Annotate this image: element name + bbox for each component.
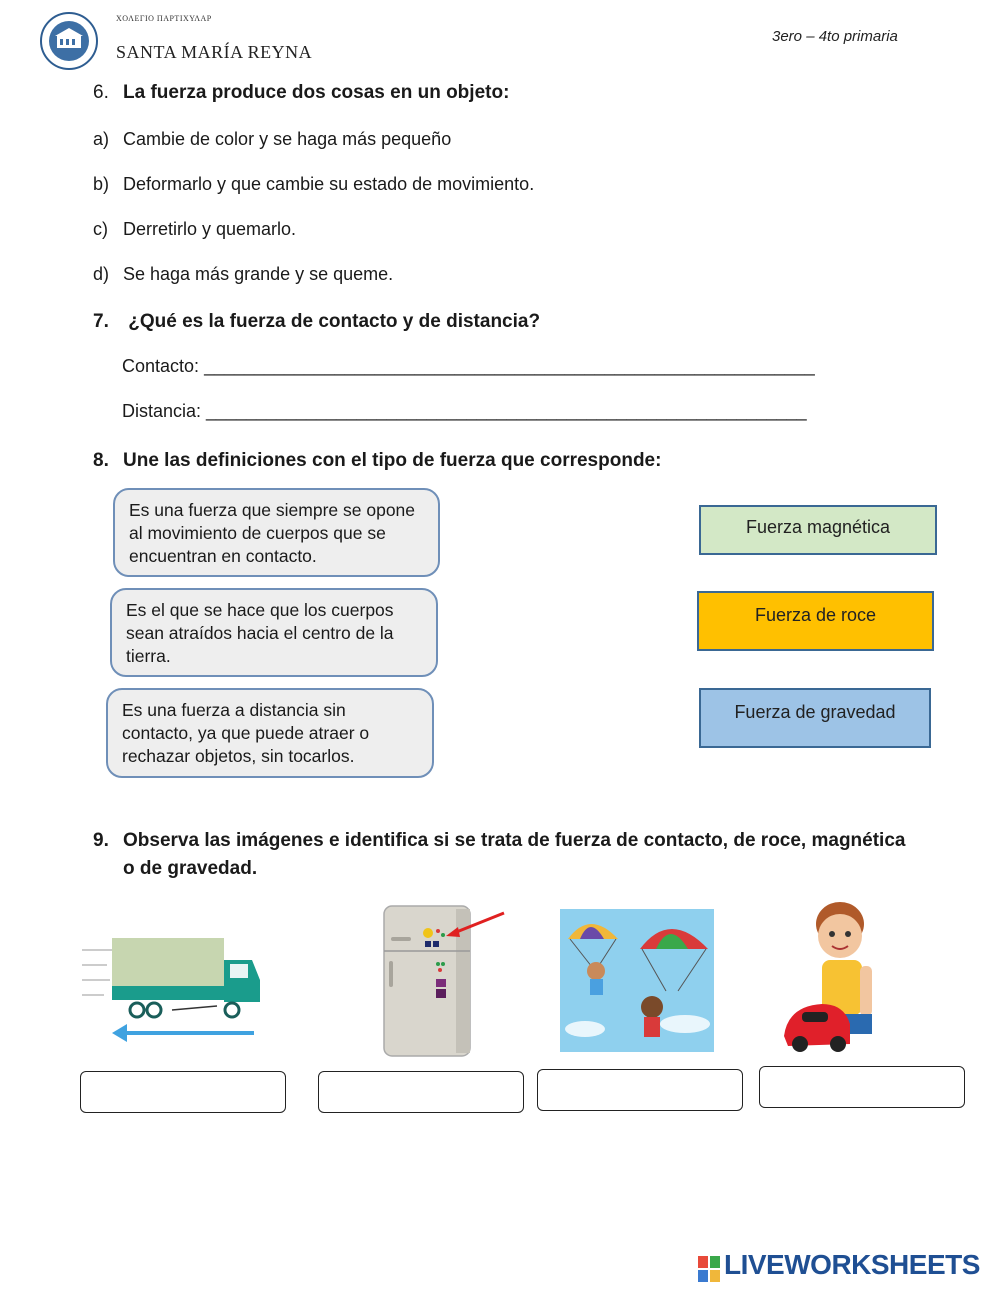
distancia-answer-line[interactable]: Distancia: ____________________________________________________________: [122, 401, 807, 421]
fridge-image: [380, 903, 510, 1058]
question-6-option-d[interactable]: d) Se haga más grande y se queme.: [93, 264, 394, 284]
question-9-title: 9. Observa las imágenes e identifica si se trata de fuerza de contacto, de roce, magnética o de gravedad.: [93, 830, 906, 879]
boy-car-image: [782, 896, 902, 1054]
question-8-title: 8. Une las definiciones con el tipo de fuerza que corresponde:: [93, 450, 662, 471]
liveworksheets-brand: LIVEWORKSHEETS: [724, 1249, 980, 1280]
truck-image: [82, 930, 267, 1050]
definition-bubble-3[interactable]: Es una fuerza a distancia sin contacto, ya que puede atraer o rechazar objetos, sin tocarlos.: [106, 688, 434, 778]
answer-box-fridge[interactable]: [318, 1071, 524, 1113]
force-tag-magnetica[interactable]: Fuerza magnética: [699, 505, 937, 555]
answer-box-truck[interactable]: [80, 1071, 286, 1113]
question-6-title: 6. La fuerza produce dos cosas en un objeto:: [93, 82, 510, 103]
school-name: SANTA MARÍA REYNA: [116, 42, 313, 62]
question-6-option-b[interactable]: b) Deformarlo y que cambie su estado de movimiento.: [93, 174, 535, 194]
contacto-answer-line[interactable]: Contacto: _____________________________________________________________: [122, 356, 815, 376]
school-subtitle: ΧΟΛΕΓΙΟ ΠΑΡΤΙΧΥΛΑΡ: [116, 14, 212, 23]
question-7-title: 7. ¿Qué es la fuerza de contacto y de distancia?: [93, 311, 541, 332]
force-tag-gravedad[interactable]: Fuerza de gravedad: [699, 688, 931, 748]
definition-bubble-2[interactable]: Es el que se hace que los cuerpos sean atraídos hacia el centro de la tierra.: [110, 588, 438, 677]
grade-label: 3ero – 4to primaria: [772, 28, 898, 45]
definition-bubble-1[interactable]: Es una fuerza que siempre se opone al movimiento de cuerpos que se encuentran en contacto.: [113, 488, 440, 577]
school-logo: [40, 12, 98, 70]
force-tag-roce[interactable]: Fuerza de roce: [697, 591, 934, 651]
answer-box-parachute[interactable]: [537, 1069, 743, 1111]
question-6-option-c[interactable]: c) Derretirlo y quemarlo.: [93, 219, 297, 239]
answer-box-boy-car[interactable]: [759, 1066, 965, 1108]
parachute-image: [560, 909, 714, 1052]
liveworksheets-icon: [698, 1256, 720, 1282]
question-6-option-a[interactable]: a) Cambie de color y se haga más pequeño: [93, 129, 452, 149]
